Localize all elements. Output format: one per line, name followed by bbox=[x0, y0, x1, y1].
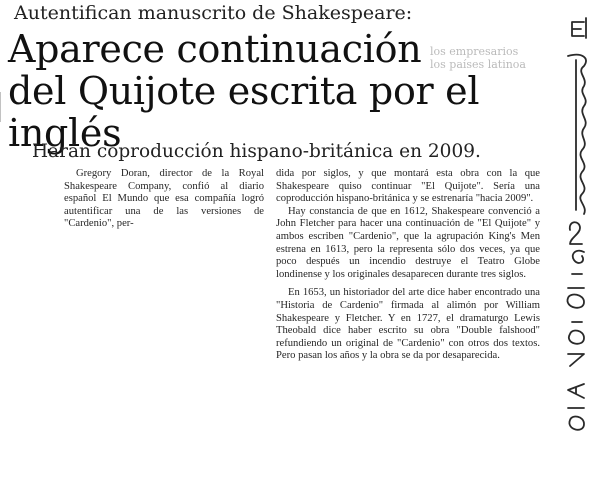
column-2-paragraph-2: Hay constancia de que en 1612, Shakespeare convenció a John Fletcher para hacer una continuación de "El Quijote" y ambos escriben "Cardenio", que la agrupación King's Men estrena en 1613, pero la representa sólo dos veces, ya que poco después un incendio destruye el Teatro Globe londinense y los originales desaparecen durante tres siglos. bbox=[276, 205, 540, 280]
bleed-through-line-1: los empresarios bbox=[430, 45, 519, 58]
column-2-paragraph-3: En 1653, un historiador del arte dice haber encontrado una "Historia de Cardenio" firmada al alimón por William Shakespeare y Fletcher. Y en 1727, el dramaturgo Lewis Theobald dice haber escrito su obra "Double falshood" refundiendo un original de "Cardenio" con otros dos textos. Pero pasan los años y la obra se da por desaparecida. bbox=[276, 287, 540, 362]
deck: Harán coproducción hispano-británica en 2009. bbox=[32, 141, 481, 162]
scan-margin-mark bbox=[0, 92, 7, 122]
column-1-paragraph: Gregory Doran, director de la Royal Shakespeare Company, confió al diario español El Mundo que esa compañía logró autentificar una de las versiones de "Cardenio", per- bbox=[64, 168, 264, 230]
column-2-paragraph-1: dida por siglos, y que montará esta obra con la que Shakespeare quiso continuar "El Quijote". Sería una coproducción hispano-británica y se estrenaría "hacia 2009". bbox=[276, 168, 540, 205]
article-column-2 bbox=[276, 168, 540, 363]
article-column-1 bbox=[64, 168, 264, 231]
kicker: Autentifican manuscrito de Shakespeare: bbox=[14, 2, 413, 24]
handwritten-annotation bbox=[554, 8, 600, 438]
headline: Aparece continuación del Quijote escrita por el inglés bbox=[8, 27, 480, 155]
bleed-through-line-2: los países latinoa bbox=[430, 58, 526, 71]
